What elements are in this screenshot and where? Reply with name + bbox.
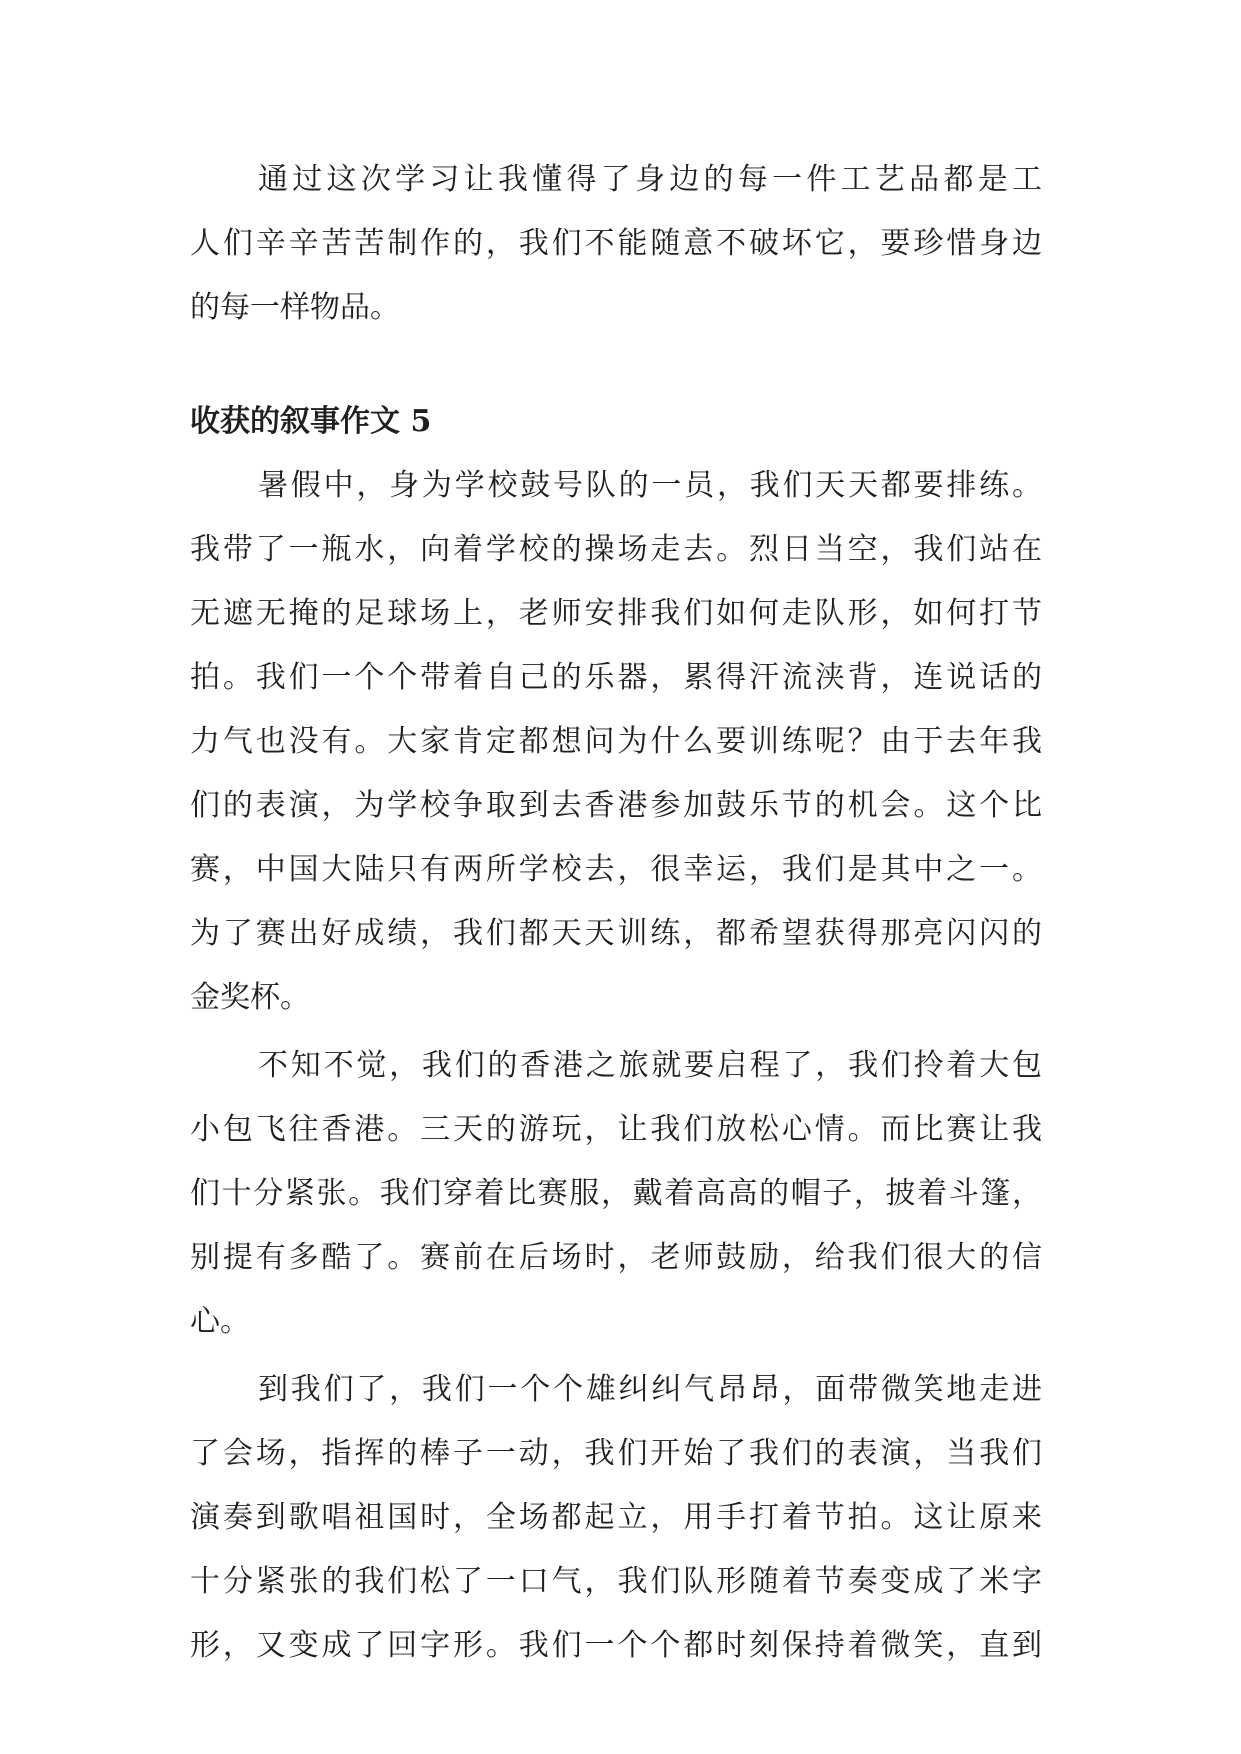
paragraph-line: 力气也没有。大家肯定都想问为什么要训练呢？由于去年我 bbox=[190, 724, 1042, 759]
paragraph-line: 形，又变成了回字形。我们一个个都时刻保持着微笑，直到 bbox=[190, 1628, 1042, 1663]
paragraph-line: 不知不觉，我们的香港之旅就要启程了，我们拎着大包 bbox=[258, 1048, 1042, 1083]
paragraph-line: 心。 bbox=[190, 1304, 250, 1339]
paragraph-line: 无遮无掩的足球场上，老师安排我们如何走队形，如何打节 bbox=[190, 596, 1042, 631]
paragraph-line: 拍。我们一个个带着自己的乐器，累得汗流浃背，连说话的 bbox=[190, 660, 1042, 695]
paragraph-line: 们十分紧张。我们穿着比赛服，戴着高高的帽子，披着斗篷， bbox=[190, 1176, 1042, 1211]
paragraph-line: 通过这次学习让我懂得了身边的每一件工艺品都是工 bbox=[258, 162, 1042, 197]
paragraph-line: 小包飞往香港。三天的游玩，让我们放松心情。而比赛让我 bbox=[190, 1112, 1042, 1147]
paragraph-line: 暑假中，身为学校鼓号队的一员，我们天天都要排练。 bbox=[258, 468, 1042, 503]
section-heading: 收获的叙事作文 5 bbox=[190, 404, 432, 439]
paragraph-line: 演奏到歌唱祖国时，全场都起立，用手打着节拍。这让原来 bbox=[190, 1500, 1042, 1535]
paragraph-line: 到我们了，我们一个个雄纠纠气昂昂，面带微笑地走进 bbox=[258, 1372, 1042, 1407]
paragraph-line: 十分紧张的我们松了一口气，我们队形随着节奏变成了米字 bbox=[190, 1564, 1042, 1599]
paragraph-line: 别提有多酷了。赛前在后场时，老师鼓励，给我们很大的信 bbox=[190, 1240, 1042, 1275]
paragraph-line: 了会场，指挥的棒子一动，我们开始了我们的表演，当我们 bbox=[190, 1436, 1042, 1471]
paragraph-line: 们的表演，为学校争取到去香港参加鼓乐节的机会。这个比 bbox=[190, 788, 1042, 823]
paragraph-line: 为了赛出好成绩，我们都天天训练，都希望获得那亮闪闪的 bbox=[190, 916, 1042, 951]
paragraph-line: 的每一样物品。 bbox=[190, 290, 400, 325]
paragraph-line: 人们辛辛苦苦制作的，我们不能随意不破坏它，要珍惜身边 bbox=[190, 226, 1042, 261]
paragraph-line: 金奖杯。 bbox=[190, 980, 310, 1015]
paragraph-line: 赛，中国大陆只有两所学校去，很幸运，我们是其中之一。 bbox=[190, 852, 1042, 887]
paragraph-line: 我带了一瓶水，向着学校的操场走去。烈日当空，我们站在 bbox=[190, 532, 1042, 567]
